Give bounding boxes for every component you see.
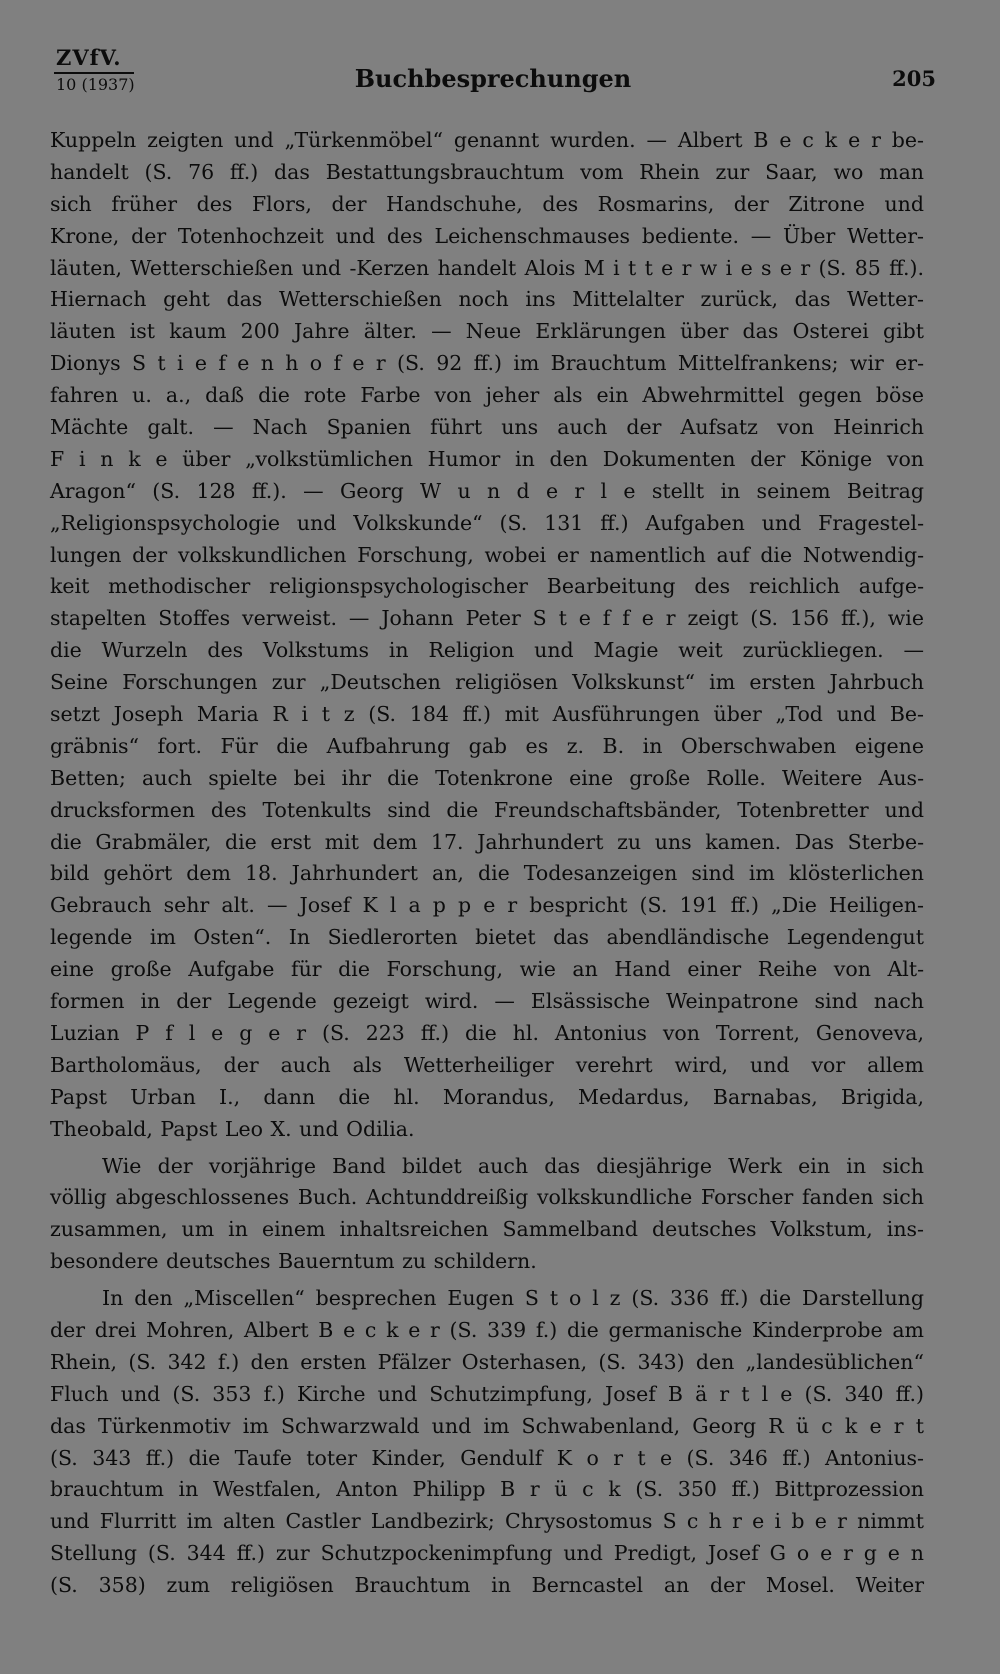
page-header <box>50 40 936 102</box>
text-line: läuten, Wetterschießen und -Kerzen handelt Alois M i t t e r w i e s e r (S. 85 ff.). <box>50 255 924 280</box>
text-line: besondere deutsches Bauerntum zu schildern. <box>50 1249 537 1274</box>
paragraph <box>50 1151 924 1279</box>
text-line: Hiernach geht das Wetterschießen noch ins Mittelalter zurück, das Wetter- <box>50 287 924 312</box>
text-line: (S. 343 ff.) die Taufe toter Kinder, Gendulf K o r t e (S. 346 ff.) Antonius- <box>50 1445 924 1470</box>
text-line: Mächte galt. — Nach Spanien führt uns auch der Aufsatz von Heinrich <box>50 415 924 440</box>
text-line: Gebrauch sehr alt. — Josef K l a p p e r bespricht (S. 191 ff.) „Die Heiligen- <box>50 893 924 918</box>
text-line: eine große Aufgabe für die Forschung, wie an Hand einer Reihe von Alt- <box>50 957 924 982</box>
text-line: Kuppeln zeigten und „Türkenmöbel“ genannt wurden. — Albert B e c k e r be- <box>50 128 924 152</box>
text-line: In den „Miscellen“ besprechen Eugen S t o l z (S. 336 ff.) die Darstellung <box>102 1286 924 1311</box>
paragraph <box>50 125 924 1146</box>
text-line: völlig abgeschlossenes Buch. Achtunddreißig volkskundliche Forscher fanden sich <box>50 1185 924 1210</box>
text-line: legende im Osten“. In Siedlerorten bietet das abendländische Legendengut <box>50 925 924 950</box>
text-line: und Flurritt im alten Castler Landbezirk; Chrysostomus S c h r e i b e r nimmt <box>50 1509 924 1534</box>
text-line: läuten ist kaum 200 Jahre älter. — Neue Erklärungen über das Osterei gibt <box>50 319 924 344</box>
text-line: bild gehört dem 18. Jahrhundert an, die Todesanzeigen sind im klösterlichen <box>50 861 924 886</box>
journal-abbreviation: ZVfV. <box>56 45 122 70</box>
text-line: stapelten Stoffes verweist. — Johann Peter S t e f f e r zeigt (S. 156 ff.), wie <box>50 606 924 631</box>
text-line: die Wurzeln des Volkstums in Religion und Magie weit zurückliegen. — <box>50 638 924 663</box>
text-line: der drei Mohren, Albert B e c k e r (S. 339 f.) die germanische Kinderprobe am <box>50 1317 924 1342</box>
text-line: formen in der Legende gezeigt wird. — Elsässische Weinpatrone sind nach <box>50 989 924 1014</box>
volume-year: 10 (1937) <box>56 75 135 94</box>
text-line: gräbnis“ fort. Für die Aufbahrung gab es z. B. in Oberschwaben eigene <box>50 733 924 758</box>
text-line: fahren u. a., daß die rote Farbe von jeher als ein Abwehrmittel gegen böse <box>50 383 924 408</box>
text-line: die Grabmäler, die erst mit dem 17. Jahrhundert zu uns kamen. Das Sterbe- <box>50 829 924 854</box>
page-number: 205 <box>892 66 936 91</box>
text-line: Rhein, (S. 342 f.) den ersten Pfälzer Osterhasen, (S. 343) den „landesüblichen“ <box>50 1349 924 1374</box>
text-line: lungen der volkskundlichen Forschung, wobei er namentlich auf die Notwendig- <box>50 542 924 567</box>
running-title: Buchbesprechungen <box>354 64 632 93</box>
text-line: „Religionspsychologie und Volkskunde“ (S. 131 ff.) Aufgaben und Fragestel- <box>50 510 924 535</box>
text-line: Luzian P f l e g e r (S. 223 ff.) die hl. Antonius von Torrent, Genoveva, <box>50 1020 924 1045</box>
text-line: keit methodischer religionspsychologischer Bearbeitung des reichlich aufge- <box>50 574 924 599</box>
text-line: F i n k e über „volkstümlichen Humor in den Dokumenten der Könige von <box>50 446 924 471</box>
text-line: zusammen, um in einem inhaltsreichen Sammelband deutsches Volkstum, ins- <box>50 1217 924 1242</box>
text-line: handelt (S. 76 ff.) das Bestattungsbrauchtum vom Rhein zur Saar, wo man <box>50 159 924 184</box>
text-line: Wie der vorjährige Band bildet auch das diesjährige Werk ein in sich <box>102 1153 924 1178</box>
text-line: Betten; auch spielte bei ihr die Totenkrone eine große Rolle. Weitere Aus- <box>50 765 924 790</box>
text-line: Aragon“ (S. 128 ff.). — Georg W u n d e r l e stellt in seinem Beitrag <box>50 478 924 503</box>
text-line: brauchtum in Westfalen, Anton Philipp B r ü c k (S. 350 ff.) Bittprozession <box>50 1477 924 1502</box>
text-line: Seine Forschungen zur „Deutschen religiösen Volkskunst“ im ersten Jahrbuch <box>50 670 924 695</box>
text-line: setzt Joseph Maria R i t z (S. 184 ff.) mit Ausführungen über „Tod und Be- <box>50 702 924 727</box>
text-line: Stellung (S. 344 ff.) zur Schutzpockenimpfung und Predigt, Josef G o e r g e n <box>50 1541 924 1566</box>
text-line: Dionys S t i e f e n h o f e r (S. 92 ff.) im Brauchtum Mittelfrankens; wir er- <box>50 351 924 376</box>
paragraph <box>50 1283 924 1602</box>
text-line: das Türkenmotiv im Schwarzwald und im Schwabenland, Georg R ü c k e r t <box>50 1413 924 1438</box>
text-line: (S. 358) zum religiösen Brauchtum in Berncastel an der Mosel. Weiter <box>50 1573 924 1598</box>
text-line: Fluch und (S. 353 f.) Kirche und Schutzimpfung, Josef B ä r t l e (S. 340 ff.) <box>50 1381 924 1406</box>
body-text <box>50 125 924 1602</box>
text-line: Theobald, Papst Leo X. und Odilia. <box>50 1116 415 1141</box>
text-line: sich früher des Flors, der Handschuhe, des Rosmarins, der Zitrone und <box>50 191 924 216</box>
text-line: drucksformen des Totenkults sind die Freundschaftsbänder, Totenbretter und <box>50 797 924 822</box>
text-line: Bartholomäus, der auch als Wetterheiliger verehrt wird, und vor allem <box>50 1052 924 1077</box>
text-line: Krone, der Totenhochzeit und des Leichenschmauses bediente. — Über Wetter- <box>50 223 924 248</box>
text-line: Papst Urban I., dann die hl. Morandus, Medardus, Barnabas, Brigida, <box>50 1084 924 1109</box>
